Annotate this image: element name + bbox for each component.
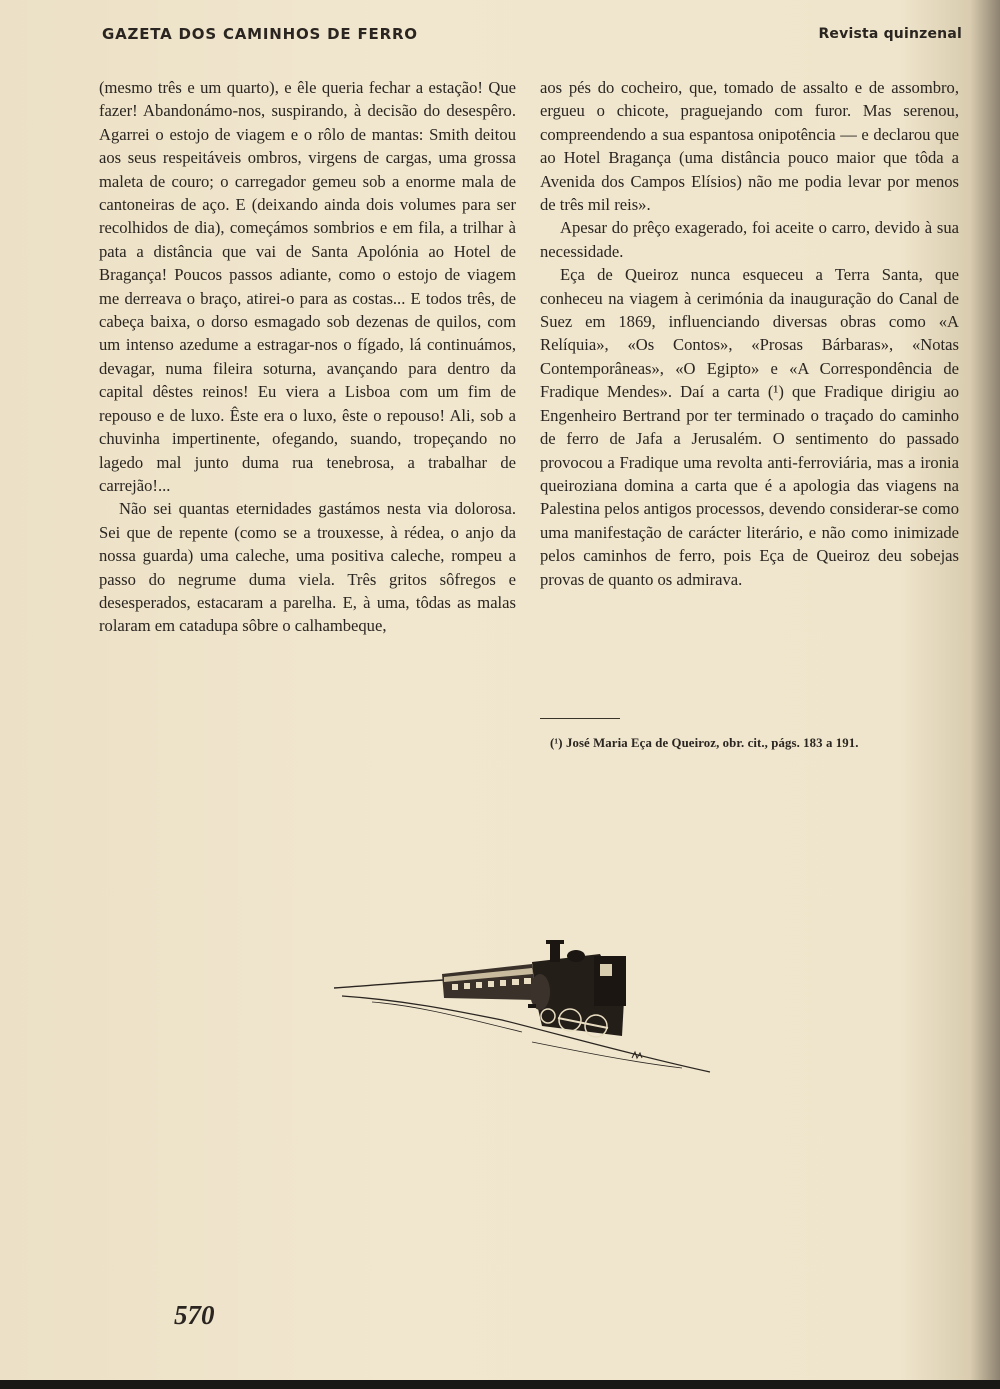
right-text-column <box>540 76 959 591</box>
paragraph: aos pés do cocheiro, que, tomado de assalto e de assombro, ergueu o chicote, praguejando com furor. Mas serenou, compreendendo a sua espantosa onipotência — e declarou que ao Hotel Bragança (uma distância pouco maior que tôda a Avenida dos Campos Elísios) não me podia levar por menos de três mil reis». <box>540 78 959 215</box>
footnote: (¹) José Maria Eça de Queiroz, obr. cit., págs. 183 a 191. <box>550 736 859 750</box>
paragraph: Apesar do prêço exagerado, foi aceite o carro, devido à sua necessidade. <box>540 218 959 261</box>
footnote-divider <box>540 718 620 719</box>
page-number: 570 <box>174 1300 215 1330</box>
paragraph: Eça de Queiroz nunca esqueceu a Terra Santa, que conheceu na viagem à cerimónia da inauguração do Canal de Suez em 1869, influenciando diversas obras como «A Relíquia», «Os Contos», «Prosas Bárbaras», «Notas Contemporâneas», «O Egipto» e «A Correspondência de Fradique Mendes». Daí a carta (¹) que Fradique dirigiu ao Engenheiro Bertrand por ter terminado o traçado do caminho de ferro de Jafa a Jerusalém. O sentimento do passado provocou a Fradique uma revolta anti-ferroviária, mas a ironia queiroziana domina a carta que é a apologia das viagens na Palestina pelos antigos processos, devendo considerar-se como uma manifestação de carácter literário, e não como inimizade pelos caminhos de ferro, pois Eça de Queiroz deu sobejas provas de quanto os admirava. <box>540 265 959 589</box>
magazine-title: GAZETA DOS CAMINHOS DE FERRO <box>102 25 418 43</box>
steam-locomotive-train-illustration <box>332 940 712 1080</box>
scan-bottom-edge <box>0 1380 1000 1389</box>
left-text-column <box>99 76 516 638</box>
magazine-subtitle: Revista quinzenal <box>818 26 962 42</box>
paragraph: Não sei quantas eternidades gastámos nesta via dolorosa. Sei que de repente (como se a trouxesse, à rédea, o anjo da nossa guarda) uma caleche, uma positiva caleche, rompeu a passo do negrume duma viela. Três gritos sôfregos e desesperados, estacaram a parelha. E, à uma, tôdas as malas rolaram em catadupa sôbre o calhambeque, <box>99 499 516 636</box>
page-header <box>102 22 962 46</box>
paragraph: (mesmo três e um quarto), e êle queria fechar a estação! Que fazer! Abandonámo-nos, suspirando, à decisão do desespêro. Agarrei o estojo de viagem e o rôlo de mantas: Smith deitou aos seus respeitáveis ombros, virgens de cargas, uma grossa maleta de couro; o carregador gemeu sob a enorme mala de cantoneiras de aço. E (deixando ainda dois volumes para ser recolhidos de dia), começámos sombrios e em fila, a trilhar à pata a distância que vai de Santa Apolónia ao Hotel de Bragança! Poucos passos adiante, como o estojo de viagem me derreava o braço, atirei-o para as costas... E todos três, de cabeça baixa, o dorso esmagado sob dezenas de quilos, com um intenso azedume a estragar-nos o fígado, lá continuámos, devagar, numa fileira soturna, avançando para dentro da capital dêstes reinos! Eu viera a Lisboa com um fim de repouso e de luxo. Êste era o luxo, êste o repouso! Ali, sob a chuvinha impertinente, ofegando, suando, tropeçando no lagedo mal junto duma rua tenebrosa, a trabalhar de carrejão!... <box>99 78 516 495</box>
